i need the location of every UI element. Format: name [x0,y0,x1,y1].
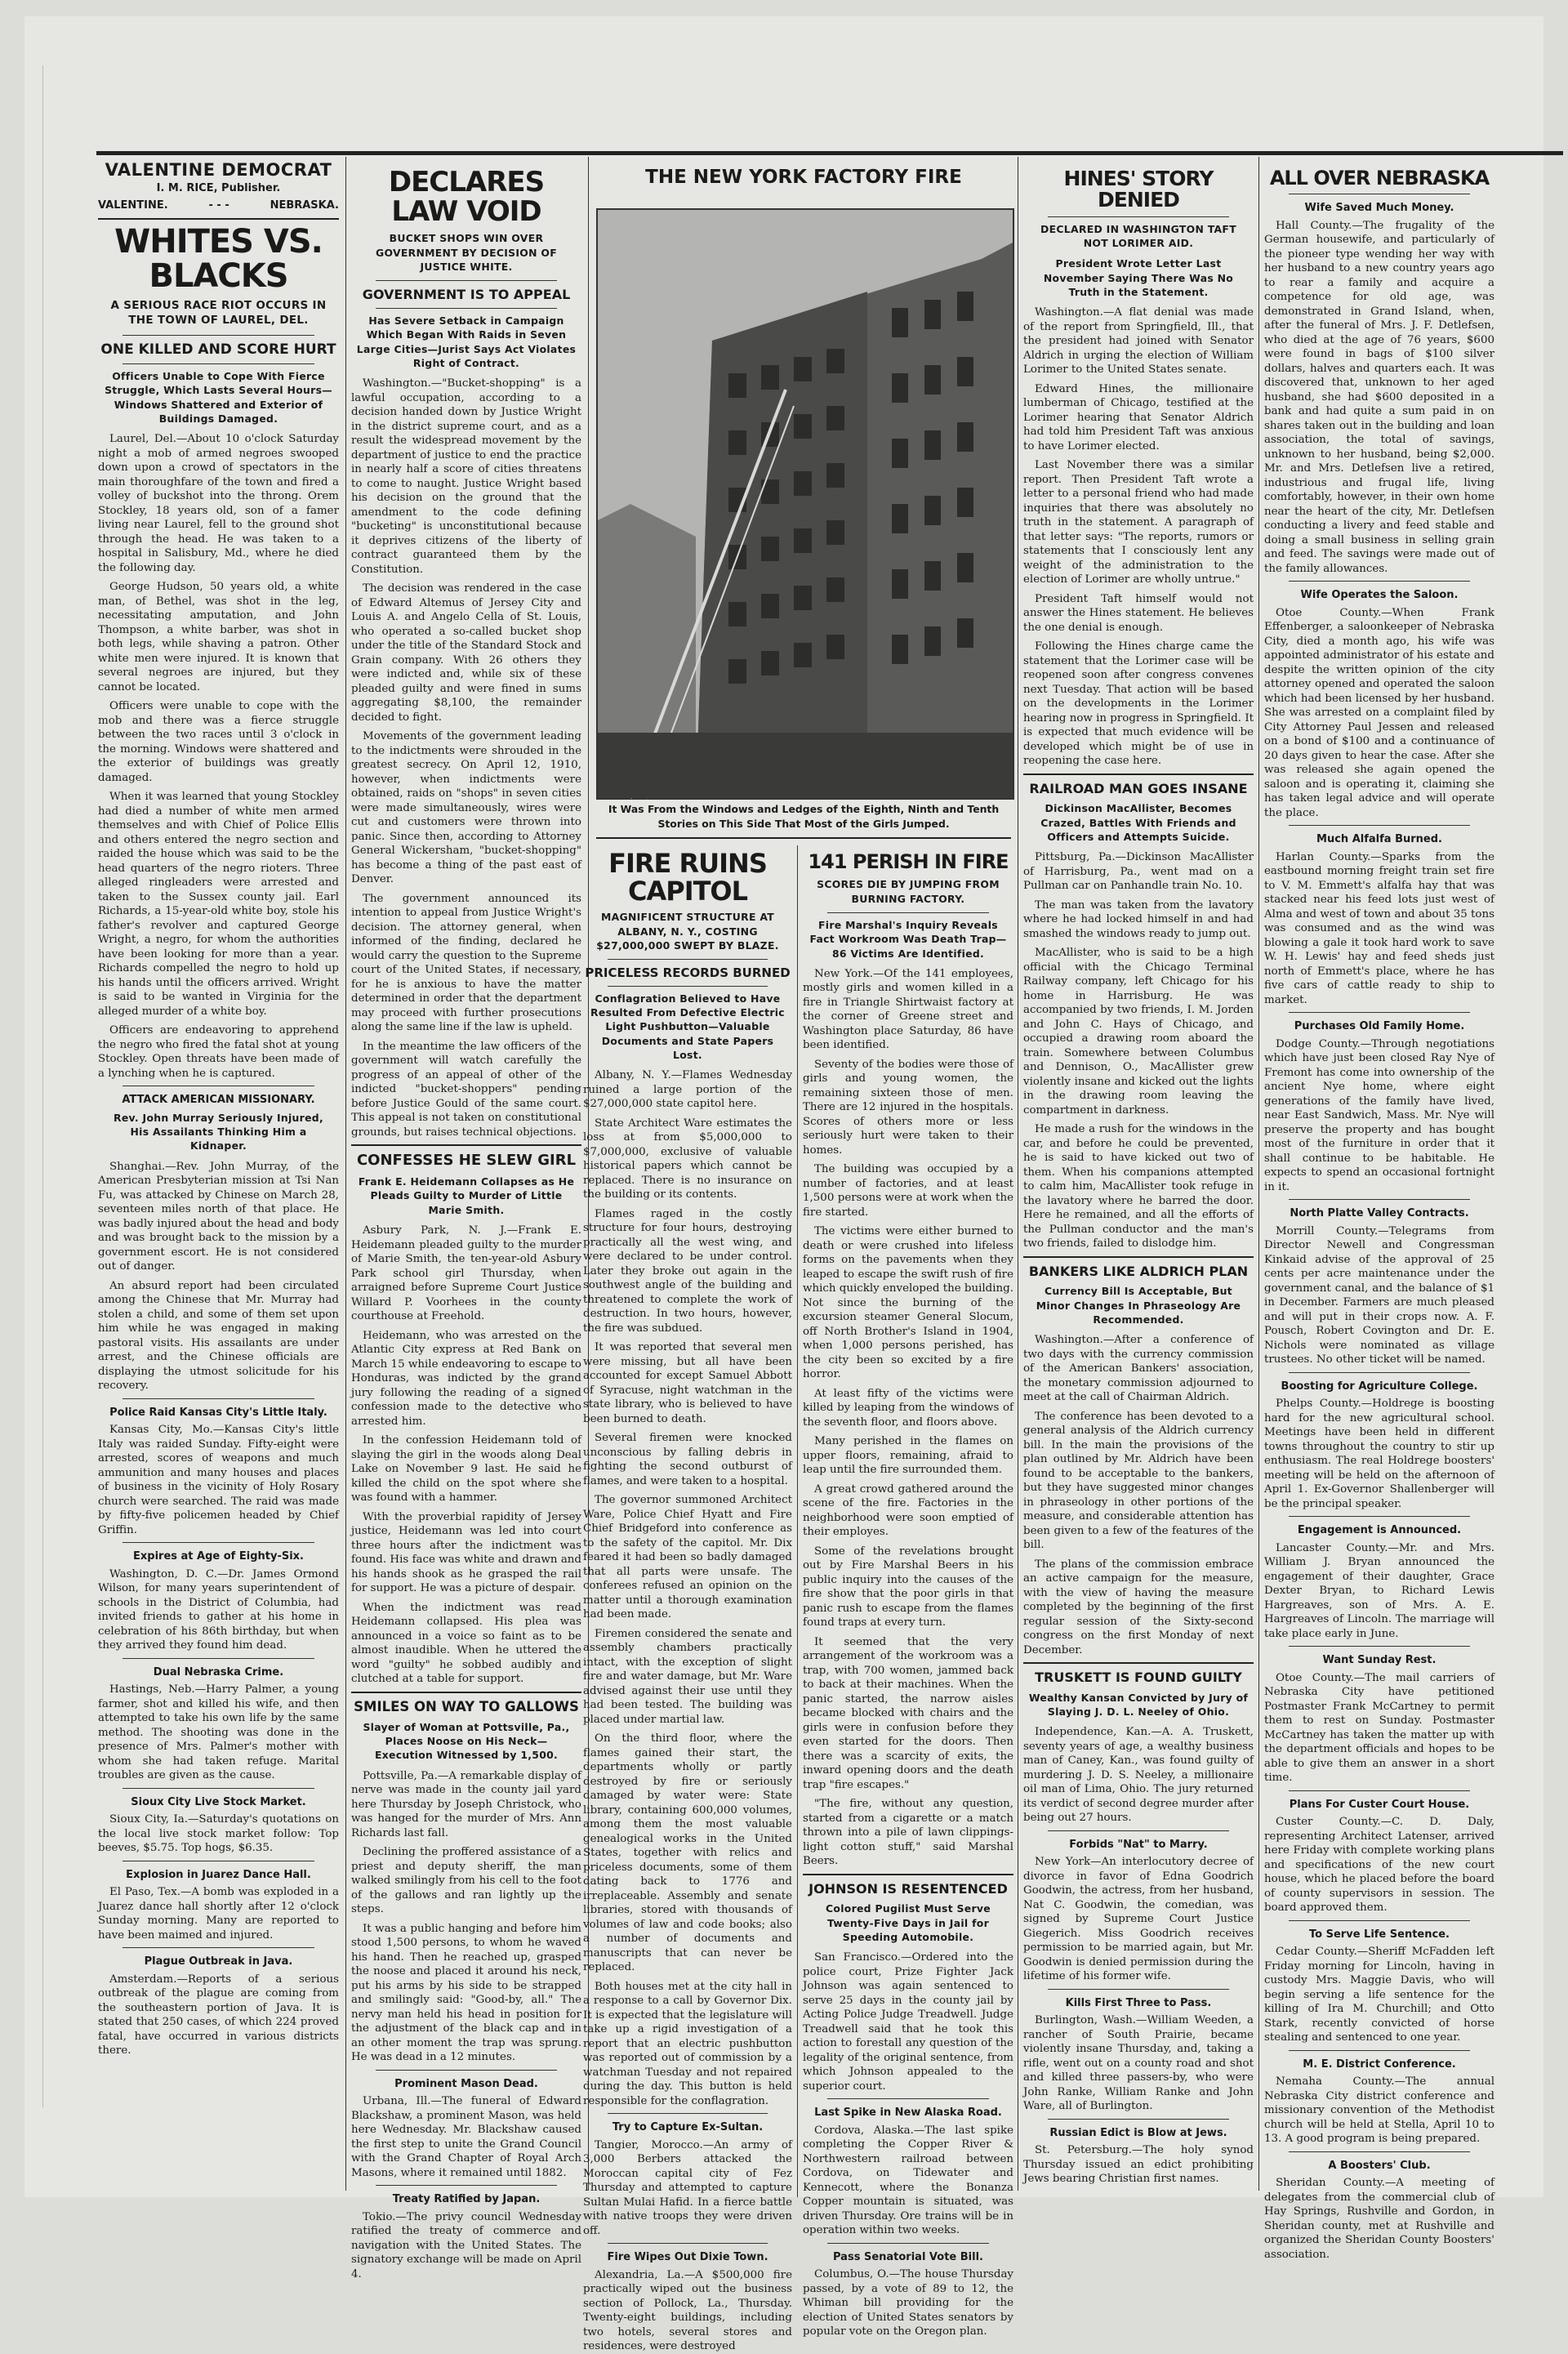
paragraph: Washington, D. C.—Dr. James Ormond Wilson, for many years superintendent of schools in the District of Columbia, had invited friends to gather at his home in celebration of his 86th birthday, but when they arrived they found him dead. [98,1567,339,1652]
paragraph: MacAllister, who is said to be a high official with the Chicago Terminal Railway company, left Chicago for his home in Harrisburg. He was accompanied by two friends, I. M. Jorden and John C. Hays of Chicago, and occupied a drawing room aboard the train. Somewhere between Columbus and Dennison, O., MacAllister grew violently insane and kicked out the lights in the drawing room leaving the compartment in darkness. [1023,947,1254,1117]
paragraph: Otoe County.—The mail carriers of Nebraska City have petitioned Postmaster Frank McCartney to permit them to rest on Sunday. Postmaster McCartney has taken the matter up with the department officials and hopes to be able to give them an answer in a short time. [1264,1671,1494,1785]
divider [122,363,314,364]
divider [122,1788,314,1789]
divider [1289,1012,1470,1013]
divider [122,1947,314,1948]
deck-macallister: Dickinson MacAllister, Becomes Crazed, Battles With Friends and Officers and Attempts Suicide. [1040,802,1236,843]
subhead-priceless-records: PRICELESS RECORDS BURNED [585,965,791,981]
paragraph: New York—An interlocutory decree of divorce in favor of Edna Goodrich Goodwin, the actress, from her husband, Nat C. Goodwin, the comedian, was signed by Supreme Court Justice Giegerich. Miss Goodrich receives permission to be married again, but Mr. Goodwin is denied permission during the lifetime of his former wife. [1023,1856,1254,1983]
divider [376,2185,557,2186]
paragraph: An absurd report had been circulated among the Chinese that Mr. Murray had stolen a child, and some of them set upon him while he was engaged in making pastoral visits. His assailants are under arrest, and the Chinese officials are displaying the utmost solicitude for his recovery. [98,1279,339,1393]
paragraph: Washington.—After a conference of two days with the currency commission of the American Bankers' association, the monetary commission adjourned to meet at the call of Chairman Aldrich. [1023,1334,1254,1404]
column-5 [1023,163,1254,2189]
subhead-ex-sultan: Try to Capture Ex-Sultan. [612,2121,764,2134]
subhead-district-conference: M. E. District Conference. [1303,2058,1456,2071]
column-4 [803,845,1013,2338]
subhead-alfalfa: Much Alfalfa Burned. [1316,833,1442,846]
subhead-vote-bill: Pass Senatorial Vote Bill. [833,2250,983,2263]
headline-railroad-man: RAILROAD MAN GOES INSANE [1029,780,1248,796]
paragraph: Harlan County.—Sparks from the eastbound morning freight train set fire to V. M. Emmett's alfalfa hay that was stacked near his feed lots just west of Alma and west of town and about 35 tons was consumed and as the wind was blowing a gale it took hard work to save W. H. Lewis' hay and feed sheds just north of Emmett's place, where he has five cars of cattle ready to ship to market. [1264,850,1494,1006]
subhead-life-sentence: To Serve Life Sentence. [1309,1928,1450,1941]
paragraph: Cedar County.—Sheriff McFadden left Friday morning for Lincoln, having in custody Mrs. Maggie Davis, who will begin serving a life sentence for the killing of Ira M. Churchill; and Otto Stark, recently convicted of horse stealing and sentenced to one year. [1264,1946,1494,2044]
paragraph: State Architect Ware estimates the loss at from $5,000,000 to $7,000,000, exclusive of valuable historical papers which cannot be replaced. There is no insurance on the building or its contents. [583,1117,792,1202]
divider [1289,2151,1470,2152]
paragraph: Sheridan County.—A meeting of delegates from the commercial club of Hay Springs, Rushville and Gordon, in Sheridan county, met at Rushville and organized the Sheridan County Boosters' association. [1264,2177,1494,2261]
divider [1289,2050,1470,2051]
paragraph: President Taft himself would not answer the Hines statement. He believes the one denial is enough. [1023,592,1254,634]
deck-race-riot: A SERIOUS RACE RIOT OCCURS IN THE TOWN OF LAUREL, DEL. [110,298,327,328]
deck-pottsville: Slayer of Woman at Pottsville, Pa., Places Noose on His Neck—Execution Witnessed by 1,500. [363,1720,570,1762]
paragraph: Pittsburg, Pa.—Dickinson MacAllister of Harrisburg, Pa., went mad on a Pullman car on Panhandle train No. 10. [1023,851,1254,893]
divider [608,959,768,960]
paragraph: Tokio.—The privy council Wednesday ratified the treaty of commerce and navigation with the United States. The signatory exchange will be made on April 4. [351,2210,581,2280]
headline-fire-ruins-capitol: FIRE RUINS CAPITOL [608,848,767,907]
divider [122,1398,314,1399]
paragraph: Albany, N. Y.—Flames Wednesday ruined a large portion of the $27,000,000 state capitol here. [583,1069,792,1111]
paragraph: Cordova, Alaska.—The last spike completing the Copper River & Northwestern railroad between Cordova, on Tidewater and Kennecott, where the Bonanza Copper mountain is situated, was driven Thursday. Ore trains will be in operation within two weeks. [803,2124,1013,2237]
newspaper-page [24,16,1544,2353]
paragraph: Many perished in the flames on upper floors, remaining, afraid to leap until the fire surrounded them. [803,1435,1013,1477]
subhead-one-killed: ONE KILLED AND SCORE HURT [100,341,336,359]
deck-president-letter: President Wrote Letter Last November Saying There Was No Truth in the Statement. [1043,257,1234,298]
factory-fire-photo [596,208,1014,800]
divider [1023,774,1254,775]
divider [608,2243,768,2244]
masthead-publisher: I. M. RICE, Publisher. [156,181,281,194]
paragraph: The victims were either burned to death or were crushed into lifeless forms on the pavements when they leaped to escape the swift rush of fire which quickly enveloped the building. Not since the burning of the excursion steamer General Slocum, off North Brother's Island in 1904, when 1,000 persons perished, has the city been so excited by a fire horror. [803,1225,1013,1381]
divider [1289,1516,1470,1517]
paragraph: Washington.—"Bucket-shopping" is a lawful occupation, according to a decision handed down by Justice Wright in the district supreme court, and as a result the widespread movement by the department of justice to end the practice in nearly half a score of cities threatens to come to naught. Justice Wright based his decision on the ground that the amendment to the code defining "bucketing" is unconstitutional because it deprives citizens of the liberty of contract guaranteed them by the Constitution. [351,377,581,576]
paragraph: When the indictment was read Heidemann collapsed. His plea was announced in a voice so faint as to be almost inaudible. When he uttered the word "guilty" he sobbed audibly and clutched at a table for support. [351,1601,581,1686]
column-rule [345,157,346,2191]
paragraph: Both houses met at the city hall in a response to a call by Governor Dix. It is expected that the legislature will take up a rigid investigation of a report that an electric pushbutton was reported out of commission by a watchman Tuesday and not repaired during the day. This button is held responsible for the conflagration. [583,1980,792,2107]
subhead-engagement: Engagement is Announced. [1297,1524,1462,1537]
paragraph: Asbury Park, N. J.—Frank E. Heidemann pleaded guilty to the murder of Marie Smith, the ten-year-old Asbury Park school girl Thursday, when arraigned before Supreme Court Justice Willard P. Voorhees in the county courthouse at Freehold. [351,1224,581,1323]
headline-johnson: JOHNSON IS RESENTENCED [808,1880,1008,1897]
paragraph: Amsterdam.—Reports of a serious outbreak of the plague are coming from the southeastern portion of Java. It is stated that 250 cases, of which 224 proved fatal, have occurred in various districts there. [98,1973,339,2058]
divider [1289,1199,1470,1200]
deck-albany: MAGNIFICENT STRUCTURE AT ALBANY, N. Y., COSTING $27,000,000 SWEPT BY BLAZE. [596,911,779,952]
paragraph: San Francisco.—Ordered into the police court, Prize Fighter Jack Johnson was again sentenced to serve 25 days in the county jail by Acting Police Judge Treadwell. Judge Treadwell said that he took this action to forestall any question of the legality of the original sentence, from which Johnson appealed to the superior court. [803,1951,1013,2093]
deck-currency-bill: Currency Bill Is Acceptable, But Minor Changes In Phraseology Are Recommended. [1036,1285,1241,1326]
paragraph: Urbana, Ill.—The funeral of Edward Blackshaw, a prominent Mason, was held here Wednesday. Mr. Blackshaw caused the first step to unite the Grand Council with the Grand Chapter of Royal Arch Masons, where it remained until 1882. [351,2095,581,2179]
paragraph: Laurel, Del.—About 10 o'clock Saturday night a mob of armed negroes swooped down upon a crowd of spectators in the main thoroughfare of the town and fired a volley of buckshot into the throng. Orem Stockley, 18 years old, son of a famer living near Laurel, fell to the ground shot through the head. He was taken to a hospital in Salisbury, Md., where he died the following day. [98,433,339,574]
paragraph: Some of the revelations brought out by Fire Marshal Beers in his public inquiry into the causes of the fire show that the poor girls in that panic rush to escape from the flames found traps at every turn. [803,1545,1013,1630]
subhead-family-home: Purchases Old Family Home. [1294,1020,1465,1033]
paragraph: He made a rush for the windows in the car, and before he could be prevented, he is said to have kicked out two of them. When his companions attempted to calm him, MacAllister took refuge in the lavatory where he barred the door. Here he remained, and all the efforts of the Pullman conductor and the man's two friends, failed to dislodge him. [1023,1123,1254,1251]
paragraph: Washington.—A flat denial was made of the report from Springfield, Ill., that the president had joined with Senator Aldrich in urging the election of William Lorimer to the United States senate. [1023,306,1254,377]
paragraph: Columbus, O.—The house Thursday passed, by a vote of 89 to 12, the Whiman bill providing for the election of United States senators by popular vote on the Oregon plan. [803,2268,1013,2338]
subhead-russian-edict: Russian Edict is Blow at Jews. [1049,2126,1227,2139]
divider [1048,1989,1229,1990]
paragraph: It was reported that several men were missing, but all have been accounted for except Samuel Abbott of Syracuse, night watchman in the state library, who is believed to have been burned to death. [583,1341,792,1425]
building-illustration [598,210,1013,798]
paragraph: Officers were unable to cope with the mob and there was a fierce struggle between the two races until 3 o'clock in the morning. Windows were shattered and the exterior of buildings was greatly damaged. [98,700,339,784]
paragraph: El Paso, Tex.—A bomb was exploded in a Juarez dance hall shortly after 12 o'clock Sunday morning. Many are reported to have been maimed and injured. [98,1886,339,1942]
masthead-state: NEBRASKA. [270,199,339,212]
subhead-expires: Expires at Age of Eighty-Six. [133,1550,304,1563]
subhead-missionary: ATTACK AMERICAN MISSIONARY. [122,1094,315,1107]
paragraph: It was a public hanging and before him stood 1,500 persons, to whom he waved his hand. Then he reached up, grasped the noose and placed it around his neck, put his arms by his side to be strapped and smilingly said: "Good-by, all." The nervy man held his head in position for the adjustment of the black cap and in an other moment the trap was sprung. He was dead in a 12 minutes. [351,1922,581,2064]
deck-wealthy-kansan: Wealthy Kansan Convicted by Jury of Slaying J. D. L. Neeley of Ohio. [1028,1691,1249,1718]
paragraph: Independence, Kan.—A. A. Truskett, seventy years of age, a wealthy business man of Caney, Kan., was found guilty of murdering J. D. S. Neeley, a millionaire oil man of Lima, Ohio. The jury returned its verdict of second degree murder after being out 27 hours. [1023,1726,1254,1825]
divider [376,280,557,281]
paragraph: The conference has been devoted to a general analysis of the Aldrich currency bill. In the main the provisions of the plan outlined by Mr. Aldrich have been found to be acceptable to the bankers, but they have suggested minor changes in phraseology in other portions of the measure, and considerable attention has been given to a few of the features of the bill. [1023,1410,1254,1552]
masthead-location [98,198,339,213]
deck-heidemann: Frank E. Heidemann Collapses as He Pleads Guilty to Murder of Little Marie Smith. [358,1175,575,1216]
paragraph: Sioux City, Ia.—Saturday's quotations on the local live stock market follow: Top beeves, $5.75. Top hogs, $6.35. [98,1813,339,1855]
divider [122,335,314,336]
paragraph: Morrill County.—Telegrams from Director Newell and Congressman Kinkaid advise of the approval of 25 cents per acre maintenance under the government canal, and the balance of $1 in December. Farmers are much pleased and will put in their crops now. A. F. Pousch, Robert Covington and Dr. E. Nichols were nominated as village trustees. No other ticket will be named. [1264,1224,1494,1366]
paragraph: New York.—Of the 141 employees, mostly girls and women killed in a fire in Triangle Shirtwaist factory at the corner of Greene street and Washington place Saturday, 86 have been identified. [803,967,1013,1052]
column-1 [98,160,339,2189]
divider [608,2113,768,2114]
masthead-title: VALENTINE DEMOCRAT [105,160,332,180]
headline-141-perish: 141 PERISH IN FIRE [808,850,1009,873]
divider [1289,581,1470,582]
paragraph: The man was taken from the lavatory where he had locked himself in and had smashed the windows ready to jump out. [1023,898,1254,940]
subhead-police-raid: Police Raid Kansas City's Little Italy. [109,1406,327,1419]
paragraph: Shanghai.—Rev. John Murray, of the American Presbyterian mission at Tsi Nan Fu, was attacked by Chinese on March 28, seventeen miles north of that place. He was badly injured about the head and body and was brought back to the mission by a government escort. He is not considered out of danger. [98,1160,339,1273]
divider [827,2243,989,2244]
deck-conflagration: Conflagration Believed to Have Resulted From Defective Electric Light Pushbutton—Valuable Documents and State Papers Lost. [590,992,785,1061]
divider [376,308,557,309]
divider [1048,216,1229,217]
headline-hines-story: HINES' STORY DENIED [1063,167,1214,212]
paragraph: "The fire, without any question, started from a cigarette or a match thrown into a pile of lawn clippings-light cotton stuff," said Marshal Beers. [803,1798,1013,1868]
paragraph: Heidemann, who was arrested on the Atlantic City express at Red Bank on March 15 while endeavoring to escape to Honduras, was indicted by the grand jury following the reading of a signed confession made to the detective who arrested him. [351,1329,581,1428]
paragraph: Otoe County.—When Frank Effenberger, a saloonkeeper of Nebraska City, died a month ago, his wife was appointed administrator of his estate and despite the written opinion of the city attorney opened and operated the saloon which had been licensed by her husband. She was arrested on a complaint filed by City Attorney Paul Jessen and released on a bond of $100 and a continuance of 20 days given to hear the case. After she was released she again opened the saloon and is operating it, claiming she has taken legal advice and will operate the place. [1264,606,1494,819]
headline-smiles-gallows: SMILES ON WAY TO GALLOWS [354,1698,579,1714]
divider [1289,825,1470,826]
subhead-mason: Prominent Mason Dead. [394,2077,538,2090]
paragraph: When it was learned that young Stockley had died a number of white men armed themselves and with Chief of Police Ellis and others entered the negro section and raided the house which was said to be the head quarters of the negro rioters. Three alleged ringleaders were arrested and taken to the Sussex county jail. Earl Richards, a 15-year-old white boy, stole his father's revolver and captured George Wright, a negro, for whom the authorities have been looking for more than a year. Richards compelled the negro to hold up his hands until the officers arrived. Wright is said to be wanted in Virginia for the alleged murder of a white boy. [98,791,339,1018]
paragraph: Lancaster County.—Mr. and Mrs. William J. Bryan announced the engagement of their daughter, Grace Dexter Bryan, to Richard Lewis Hargreaves, son of Mrs. A. E. Hargreaves of Lincoln. The marriage will take place early in June. [1264,1541,1494,1640]
paragraph: Officers are endeavoring to apprehend the negro who fired the fatal shot at young Stockley. Open threats have been made of a lynching when he is captured. [98,1024,339,1080]
deck-pugilist: Colored Pugilist Must Serve Twenty-Five Days in Jail for Speeding Automobile. [826,1902,991,1944]
paragraph: The building was occupied by a number of factories, and at least 1,500 persons were at work when the fire started. [803,1163,1013,1219]
paragraph: Pottsville, Pa.—A remarkable display of nerve was made in the county jail yard here Thursday by Joseph Christock, who was hanged for the murder of Mrs. Ann Richards last fall. [351,1769,581,1839]
paragraph: The plans of the commission embrace an active campaign for the measure, with the view of having the measure completed by the beginning of the first regular session of the Sixty-second congress on the first Monday of next December. [1023,1558,1254,1656]
paragraph: Hastings, Neb.—Harry Palmer, a young farmer, shot and killed his wife, and then attempted to take his own life by the same method. The shooting was done in the presence of Mrs. Palmer's mother with whom she had taken refuge. Marital troubles are given as the cause. [98,1683,339,1782]
paragraph: Firemen considered the senate and assembly chambers practically intact, with the exception of slight fire and water damage, but Mr. Ware advised against their use until they had been tested. The building was placed under martial law. [583,1627,792,1726]
subhead-juarez: Explosion in Juarez Dance Hall. [126,1868,311,1881]
divider [1023,1256,1254,1258]
paragraph: Kansas City, Mo.—Kansas City's little Italy was raided Sunday. Fifty-eight were arrested, scores of weapons and much ammunition and many houses and places of business in the vicinity of Holy Rosary church were searched. The raid was made by fifty-five policemen headed by Chief Griffin. [98,1424,339,1536]
subhead-saloon: Wife Operates the Saloon. [1300,589,1459,602]
subhead-dixie-town: Fire Wipes Out Dixie Town. [607,2251,768,2264]
column-rule [797,845,798,2197]
deck-officers-unable: Officers Unable to Cope With Fierce Struggle, Which Lasts Several Hours—Windows Shattered and Exterior of Buildings Damaged. [105,369,332,425]
paragraph: A great crowd gathered around the scene of the fire. Factories in the neighborhood were soon emptied of their employes. [803,1482,1013,1539]
divider [1289,1372,1470,1373]
divider [122,1658,314,1659]
binding-edge [36,65,43,2107]
paragraph: Dodge County.—Through negotiations which have just been closed Ray Nye of Fremont has come into ownership of the ancient Nye home, where eight generations of the family have lived, near East Sandwich, Mass. Mr. Nye will preserve the property and has bought most of the furniture in order that it shall continue to be habitable. He expects to spend an occasional fortnight in it. [1264,1037,1494,1193]
masthead-dash: - - - [208,199,229,212]
subhead-north-platte: North Platte Valley Contracts. [1290,1207,1469,1220]
masthead-city: VALENTINE. [98,199,168,212]
subhead-sunday-rest: Want Sunday Rest. [1322,1654,1437,1667]
paragraph: Edward Hines, the millionaire lumberman of Chicago, testified at the Lorimer hearing that Senator Aldrich had told him President Taft was anxious to have Lorimer elected. [1023,382,1254,453]
divider [1048,1830,1229,1831]
divider [1023,1662,1254,1664]
divider [1289,1646,1470,1647]
headline-declares-law-void: DECLARES LAW VOID [388,166,545,228]
headline-whites-vs-blacks: WHITES VS. BLACKS [114,222,323,295]
paragraph: Nemaha County.—The annual Nebraska City district conference and missionary convention of the Methodist church will be held at Stella, April 10 to 13. A good program is being prepared. [1264,2075,1494,2146]
paragraph: Alexandria, La.—A $500,000 fire practically wiped out the business section of Pollock, La., Thursday. Twenty-eight buildings, including two hotels, several stores and residences, were destroyed [583,2268,792,2353]
divider [803,1874,1013,1875]
deck-missionary: Rev. John Murray Seriously Injured, His Assailants Thinking Him a Kidnaper. [114,1111,323,1152]
divider [376,2070,557,2071]
divider [122,1542,314,1543]
photo-title-block [596,163,1011,193]
paragraph: The decision was rendered in the case of Edward Altemus of Jersey City and Louis A. and Angelo Cella of St. Louis, who operated a so-called bucket shop under the title of the Standard Stock and Grain company. With 26 others they were indicted and, while six of these pleaded guilty and were fined in sums aggregating $8,100, the remainder decided to fight. [351,582,581,724]
headline-bankers: BANKERS LIKE ALDRICH PLAN [1028,1263,1249,1279]
paragraph: St. Petersburg.—The holy synod Thursday issued an edict prohibiting Jews bearing Christian first names. [1023,2144,1254,2186]
column-3 [583,845,792,2353]
paragraph: Tangier, Morocco.—An army of 3,000 Berbers attacked the Moroccan capital city of Fez Thursday and attempted to capture Sultan Mulai Hafid. In a fierce battle with native troops they were driven off. [583,2138,792,2237]
masthead-rule [98,218,339,220]
paragraph: Flames raged in the costly structure for four hours, destroying practically all the west wing, and were declared to be under control. Later they broke out again in the southwest angle of the building and threatened to complete the work of destruction. In two hours, however, the fire was subdued. [583,1207,792,1335]
paragraph: Hall County.—The frugality of the German housewife, and particularly of the pioneer type wending her way with her husband to a new country years ago to rear a family and acquire a competence for old age, was demonstrated in Grand Island, when, after the funeral of Mrs. J. F. Detlefsen, who died at the age of 76 years, $600 were found in bags of $100 silver dollars, halves and quarters each. It was discovered that, unknown to her aged husband, she had $600 deposited in a bank and had quite a sum paid in on shares taken out in the building and loan association, the total of savings, unknown to her husband, being $2,000. Mr. and Mrs. Detlefsen live a retired, industrious and frugal life, living comfortably, however, in their own home near the heart of the city, Mr. Detlefsen conducting a livery and feed stable and doing a small business in selling grain and feed. The savings were made out of the family allowances. [1264,219,1494,575]
headline-all-over-nebraska: ALL OVER NEBRASKA [1269,167,1490,189]
paragraph: Burlington, Wash.—William Weeden, a rancher of South Prairie, became violently insane Thursday, and, taking a rifle, went out on a county road and shot and killed three passers-by, who were John Ranke, William Ranke and John Ware, all of Burlington. [1023,2014,1254,2113]
headline-confesses: CONFESSES HE SLEW GIRL [356,1152,577,1170]
deck-severe-setback: Has Severe Setback in Campaign Which Began With Raids in Seven Large Cities—Jurist Says Act Violates Right of Contract. [356,314,577,369]
deck-scores-die: SCORES DIE BY JUMPING FROM BURNING FACTORY. [817,878,1000,905]
divider [351,1144,581,1146]
paragraph: At least fifty of the victims were killed by leaping from the windows of the seventh floor, and floors above. [803,1387,1013,1429]
divider [351,1692,581,1693]
top-rule [96,151,1563,155]
photo-rule [596,837,1011,839]
divider [827,912,989,913]
column-2 [351,163,581,2280]
paragraph: In the meantime the law officers of the government will watch carefully the progress of an appeal of other of the indicted "bucket-shoppers" pending before Justice Gould of the same court. This appeal is not taken on constitutional grounds, but raises technical objections. [351,1040,581,1139]
column-rule [1258,157,1259,2191]
column-6 [1264,163,1494,2261]
paragraph: Following the Hines charge came the statement that the Lorimer case will be reopened soon after congress convenes next Tuesday. That action will be based on the developments in the Lorimer hearing now in progress in Springfield. It is expected that much evidence will be developed which might be of use in reopening the case here. [1023,640,1254,768]
paragraph: Movements of the government leading to the indictments were shrouded in the greatest secrecy. On April 12, 1910, however, when indictments were obtained, raids on "shops" in seven cities were made simultaneously, wires were cut and customers were thrown into panic. Since then, according to Attorney General Wickersham, "bucket-shopping" has become a thing of the past east of Denver. [351,730,581,886]
divider [827,2098,989,2099]
subhead-forbids-nat: Forbids "Nat" to Marry. [1069,1838,1208,1851]
subhead-agriculture-college: Boosting for Agriculture College. [1281,1380,1478,1393]
divider [1289,1920,1470,1921]
paragraph: George Hudson, 50 years old, a white man, of Bethel, was shot in the leg, necessitating amputation, and John Thompson, a white barber, was shot in both legs, while shaving a patron. Other white men were injured. It is known that several negroes are injured, but they cannot be located. [98,581,339,693]
paragraph: The governor summoned Architect Ware, Police Chief Hyatt and Fire Chief Bridgeford into conference as to the safety of the capitol. Mr. Dix feared it had been so badly damaged that all parts were unsafe. The conferees refused an opinion on the matter until a thorough examination had been made. [583,1494,792,1621]
paragraph: It seemed that the very arrangement of the workroom was a trap, with 700 women, jammed back to back at their machines. When the panic started, the narrow aisles became blocked with chairs and the girls were in confusion before they even started for the doors. Then there was a scarcity of exits, the inward opening doors and the death trap "fire escapes." [803,1635,1013,1791]
photo-title: THE NEW YORK FACTORY FIRE [645,167,962,188]
deck-bucket-shops: BUCKET SHOPS WIN OVER GOVERNMENT BY DECISION OF JUSTICE WHITE. [375,232,558,274]
subhead-wife-saved: Wife Saved Much Money. [1304,202,1454,215]
subhead-government-appeal: GOVERNMENT IS TO APPEAL [362,287,571,303]
subhead-alaska: Last Spike in New Alaska Road. [814,2107,1002,2120]
paragraph: With the proverbial rapidity of Jersey justice, Heidemann was led into court three hours after the indictment was found. His face was white and drawn and his hands shook as he grasped the rail for support. He was a picture of despair. [351,1510,581,1595]
paragraph: The government announced its intention to appeal from Justice Wright's decision. The attorney general, when informed of the finding, declared he would carry the question to the Supreme court of the United States, if necessary, for he is anxious to have the matter determined in order that the department may proceed with further prosecutions along the same line if the law is upheld. [351,892,581,1034]
subhead-boosters-club: A Boosters' Club. [1328,2159,1431,2172]
subhead-sioux-city: Sioux City Live Stock Market. [131,1795,306,1808]
headline-truskett: TRUSKETT IS FOUND GUILTY [1035,1670,1242,1686]
subhead-custer-court: Plans For Custer Court House. [1289,1798,1470,1811]
paragraph: Phelps County.—Holdrege is boosting hard for the new agricultural school. Meetings have been held in different towns throughout the country to stir up enthusiasm. The real Holdrege boosters' meeting will be held on the afternoon of April 1. Ex-Governor Shallenberger will be the principal speaker. [1264,1398,1494,1510]
deck-fire-marshal: Fire Marshal's Inquiry Reveals Fact Workroom Was Death Trap—86 Victims Are Identified. [809,918,1007,960]
photo-caption: It Was From the Windows and Ledges of the Eighth, Ninth and Tenth Stories on This Side That Most of the Girls Jumped. [608,803,1000,830]
paragraph: Last November there was a similar report. Then President Taft wrote a letter to a personal friend who had made inquiries that there was absolutely no truth in the statement. A paragraph of that letter says: "The reports, rumors or statements that I consciously lent any weight of the administration to the election of Lorimer are wholly untrue." [1023,459,1254,586]
paragraph: Declining the proffered assistance of a priest and deputy sheriff, the man walked smilingly from his cell to the foot of the gallows and ran lightly up the steps. [351,1846,581,1916]
subhead-plague: Plague Outbreak in Java. [144,1955,293,1968]
paragraph: Custer County.—C. D. Daly, representing Architect Latenser, arrived here Friday with complete working plans and specifications of the new court house, which he placed before the board of county supervisors in session. The board approved them. [1264,1816,1494,1915]
subhead-dual-crime: Dual Nebraska Crime. [153,1665,284,1679]
paragraph: Several firemen were knocked unconscious by falling debris in fighting the second outburst of flames, and were taken to a hospital. [583,1432,792,1487]
paragraph: In the confession Heidemann told of slaying the girl in the woods along Deal Lake on November 9 last. He said he killed the child on the spot where she was found with a hammer. [351,1434,581,1505]
subhead-treaty: Treaty Ratified by Japan. [392,2193,541,2206]
subhead-kills-three: Kills First Three to Pass. [1065,1996,1212,2009]
paragraph: On the third floor, where the flames gained their start, the departments wholly or partly destroyed by fire or seriously damaged by water were: State library, containing 600,000 volumes, among them the most valuable genealogical works in the United States, together with relics and priceless documents, some of them dating back to 1776 and irreplaceable. Assembly and senate libraries, stored with thousands of volumes of law and code books; also a number of documents and manuscripts that can never be replaced. [583,1732,792,1974]
divider [1048,2119,1229,2120]
divider [1289,1790,1470,1791]
paragraph: Seventy of the bodies were those of girls and young women, the remaining sixteen those of men. There are 12 injured in the hospitals. Scores of others more or less seriously hurt were taken to their homes. [803,1058,1013,1157]
deck-taft-not-lorimer: DECLARED IN WASHINGTON TAFT NOT LORIMER AID. [1040,222,1236,249]
divider [608,986,768,987]
